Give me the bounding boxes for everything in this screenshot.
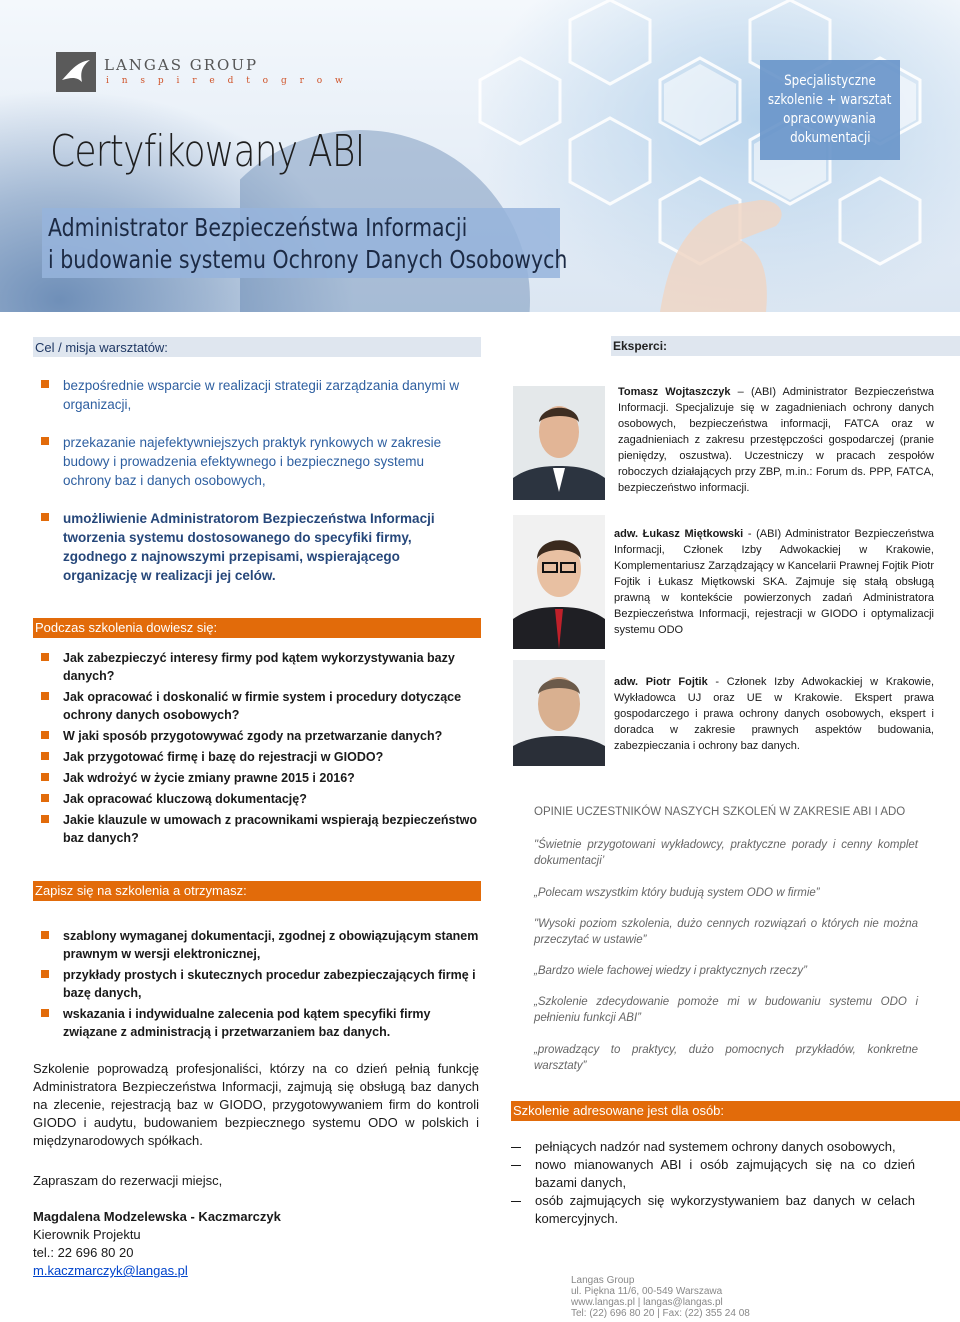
- expert-text: - Członek Izby Adwokackiej w Krakowie, Wykładowca UJ oraz UE w Krakowie. Ekspert prawa gospodarczego i prawa ochrony danych osobowych, ekspert i doradca w zakresie prawnych aspektów budowania, zabezpieczania i ochrony baz danych.: [614, 676, 934, 752]
- learn-text: Jak opracować kluczową dokumentację?: [63, 792, 307, 806]
- logo-tagline: i n s p i r e d t o g r o w: [106, 76, 348, 86]
- hero-banner: [0, 0, 960, 312]
- opinion-quote: "Świetnie przygotowani wykładowcy, praktyczne porady i cenny komplet dokumentacji’: [534, 839, 918, 867]
- target-text: nowo mianowanych ABI i osób zajmujących się na co dzień bazami danych,: [535, 1157, 915, 1190]
- badge-line: szkolenie + warsztat: [768, 92, 892, 108]
- bullet-icon: [41, 692, 49, 700]
- experts-heading: Eksperci:: [611, 336, 960, 356]
- contact-email-link[interactable]: m.kaczmarczyk@langas.pl: [33, 1263, 188, 1278]
- dash-icon: [511, 1165, 521, 1166]
- bullet-icon: [41, 815, 49, 823]
- workshop-badge: [760, 60, 900, 160]
- list-item: [33, 727, 481, 745]
- expert-text: – (ABI) Administrator Bezpieczeństwa Informacji. Specjalizuje się w zagadnieniach ochrony danych osobowych, bezpieczeństwa informacji, FATCA oraz w zagadnieniach z zakresu przestępczości gospodarczej (pranie pieniędzy, oszustwa). Uczestniczy w pracach zespołów roboczych działających przy ZBP, m.in.: Forum ds. PPP, FATCA, bezpieczeństwo informacji.: [618, 386, 935, 494]
- opinion-quote: "Wysoki poziom szkolenia, dużo cennych rozwiązań o których nie można przeczytać w ustawie”: [534, 918, 918, 946]
- subtitle-line-2: i budowanie systemu Ochrony Danych Osobowych: [48, 245, 568, 274]
- gain-text: szablony wymaganej dokumentacji, zgodnej z obowiązującym stanem prawnym w wersji elektronicznej,: [63, 929, 479, 961]
- expert-name: Tomasz Wojtaszczyk: [618, 386, 731, 398]
- bullet-icon: [41, 970, 49, 978]
- target-text: pełniących nadzór nad systemem ochrony danych osobowych,: [535, 1139, 896, 1154]
- subtitle-line-1: Administrator Bezpieczeństwa Informacji: [48, 213, 468, 242]
- opinion-quote: „prowadzący to praktycy, dużo pomocnych przykładów, konkretne warsztaty”: [534, 1044, 918, 1072]
- bullet-icon: [41, 931, 49, 939]
- expert-photo-fojtik: [513, 660, 605, 766]
- list-item: [511, 1192, 915, 1228]
- list-item: [33, 769, 481, 787]
- badge-line: opracowywania: [783, 111, 877, 127]
- bullet-icon: [41, 653, 49, 661]
- contact-block: [33, 1172, 479, 1280]
- aim-text: przekazanie najefektywniejszych praktyk rynkowych w zakresie budowy i prowadzenia efektywnego i bezpiecznego systemu ochrony baz i danych osobowych,: [63, 435, 442, 488]
- expert-photo-mietkowski: [513, 515, 605, 649]
- expert-photo-wojtaszczyk: [513, 386, 605, 500]
- list-item: [33, 433, 473, 490]
- opinion-quote: „Bardzo wiele fachowej wiedzy i praktycznych rzeczy”: [534, 965, 807, 977]
- aim-text: umożliwienie Administratorom Bezpieczeństwa Informacji tworzenia systemu dostosowanego do specyfiki firmy, zgodnego z najnowszymi przepisami, wspierającego organizację w realizacji jej celów.: [63, 511, 435, 583]
- list-item: [33, 509, 473, 585]
- learn-heading: Podczas szkolenia dowiesz się:: [33, 618, 481, 638]
- opinions-heading: OPINIE UCZESTNIKÓW NASZYCH SZKOLEŃ W ZAKRESIE ABI I ADO: [534, 806, 906, 818]
- subtitle-box: [42, 208, 568, 278]
- list-item: [33, 790, 481, 808]
- contact-phone: tel.: 22 696 80 20: [33, 1245, 134, 1260]
- list-item: [33, 688, 481, 724]
- contact-role: Kierownik Projektu: [33, 1227, 141, 1242]
- expert-bio-mietkowski: [614, 526, 934, 638]
- expert-name: adw. Łukasz Miętkowski: [614, 528, 744, 540]
- expert-name: adw. Piotr Fojtik: [614, 676, 708, 688]
- summary-paragraph: Szkolenie poprowadzą profesjonaliści, którzy na co dzień pełnią funkcję Administratora Bezpieczeństwa Informacji, zajmują się obsługą baz danych na zlecenie, rejestracją baz w GIODO, przygotowywaniem firm do kontroli GIODO i audytu, budowaniem bezpiecznego systemu ODO w polskich i międzynarodowych spółkach.: [33, 1061, 479, 1148]
- list-item: [33, 811, 481, 847]
- target-list-items: [511, 1138, 915, 1228]
- aims-heading: Cel / misja warsztatów:: [33, 337, 481, 357]
- target-heading: Szkolenie adresowane jest dla osób:: [511, 1101, 960, 1121]
- opinion-quote: „Polecam wszystkim który budują system ODO w firmie”: [534, 887, 820, 899]
- footer-street: ul. Piękna 11/6, 00-549 Warszawa: [571, 1286, 723, 1297]
- bullet-icon: [41, 1009, 49, 1017]
- learn-text: Jakie klauzule w umowach z pracownikami wspierają bezpieczeństwo baz danych?: [63, 813, 478, 845]
- target-text: osób zajmujących się wykorzystywaniem baz danych w celach komercyjnych.: [535, 1193, 915, 1226]
- contact-name: Magdalena Modzelewska - Kaczmarczyk: [33, 1209, 281, 1224]
- list-item: [511, 1156, 915, 1192]
- bullet-icon: [41, 437, 49, 445]
- footer-phone: Tel: (22) 696 80 20 | Fax: (22) 355 24 08: [571, 1308, 750, 1319]
- footer-address: [571, 1275, 750, 1319]
- learn-text: Jak zabezpieczyć interesy firmy pod kątem wykorzystywania bazy danych?: [63, 651, 455, 683]
- list-item: [33, 1005, 481, 1041]
- list-item: [511, 1138, 915, 1156]
- bullet-icon: [41, 513, 49, 521]
- spacer: [33, 1190, 479, 1208]
- learn-text: Jak wdrożyć w życie zmiany prawne 2015 i 2016?: [63, 771, 355, 785]
- badge-line: dokumentacji: [789, 130, 871, 146]
- list-item: [33, 376, 473, 414]
- bullet-icon: [41, 380, 49, 388]
- dash-icon: [511, 1147, 521, 1148]
- learn-text: Jak przygotować firmę i bazę do rejestracji w GIODO?: [63, 750, 384, 764]
- footer-company: Langas Group: [571, 1275, 635, 1286]
- gain-list: [33, 927, 481, 1044]
- gain-heading: Zapisz się na szkolenia a otrzymasz:: [33, 881, 481, 901]
- bullet-icon: [41, 773, 49, 781]
- page-title: Certyfikowany ABI: [50, 126, 365, 177]
- expert-bio-wojtaszczyk: [618, 384, 934, 496]
- aims-list: [33, 376, 473, 604]
- list-item: [33, 649, 481, 685]
- footer-web[interactable]: www.langas.pl | langas@langas.pl: [571, 1297, 723, 1308]
- learn-text: W jaki sposób przygotowywać zgody na przetwarzanie danych?: [63, 729, 443, 743]
- learn-list: [33, 649, 481, 850]
- list-item: [33, 927, 481, 963]
- bullet-icon: [41, 794, 49, 802]
- contact-invite: Zapraszam do rezerwacji miejsc,: [33, 1173, 223, 1188]
- list-item: [33, 966, 481, 1002]
- aim-text: bezpośrednie wsparcie w realizacji strategii zarządzania danymi w organizacji,: [63, 378, 460, 412]
- learn-text: Jak opracować i doskonalić w firmie system i procedury dotyczące ochrony danych osobowych?: [63, 690, 462, 722]
- gain-text: wskazania i indywidualne zalecenia pod kątem specyfiki firmy związane z administracją i przetwarzaniem baz danych.: [63, 1007, 431, 1039]
- dash-icon: [511, 1201, 521, 1202]
- bullet-icon: [41, 731, 49, 739]
- expert-text: - (ABI) Administrator Bezpieczeństwa Informacji, Członek Izby Adwokackiej w Krakowie, Komplementariusz Zarządzający w Kancelarii Prawnej Fojtik Piotr Fojtik i Łukasz Miętkowski SKA. Zajmuje się stałą obsługą prawną w kontekście powierzonych zadań Administratora Bezpieczeństwa Informacji, rejestracji w GIODO i optymalizacji systemu ODO: [614, 528, 934, 636]
- list-item: [33, 748, 481, 766]
- langas-logo: [56, 52, 348, 96]
- bullet-icon: [41, 752, 49, 760]
- logo-name: LANGAS GROUP: [104, 56, 259, 74]
- expert-bio-fojtik: [614, 674, 934, 754]
- opinion-quote: „Szkolenie zdecydowanie pomoże mi w budowaniu systemu ODO i pełnieniu funkcji ABI”: [534, 996, 918, 1024]
- bird-logo-icon: [56, 52, 96, 92]
- gain-text: przykłady prostych i skutecznych procedur zabezpieczających firmę i bazę danych,: [63, 968, 476, 1000]
- badge-line: Specjalistyczne: [784, 73, 876, 89]
